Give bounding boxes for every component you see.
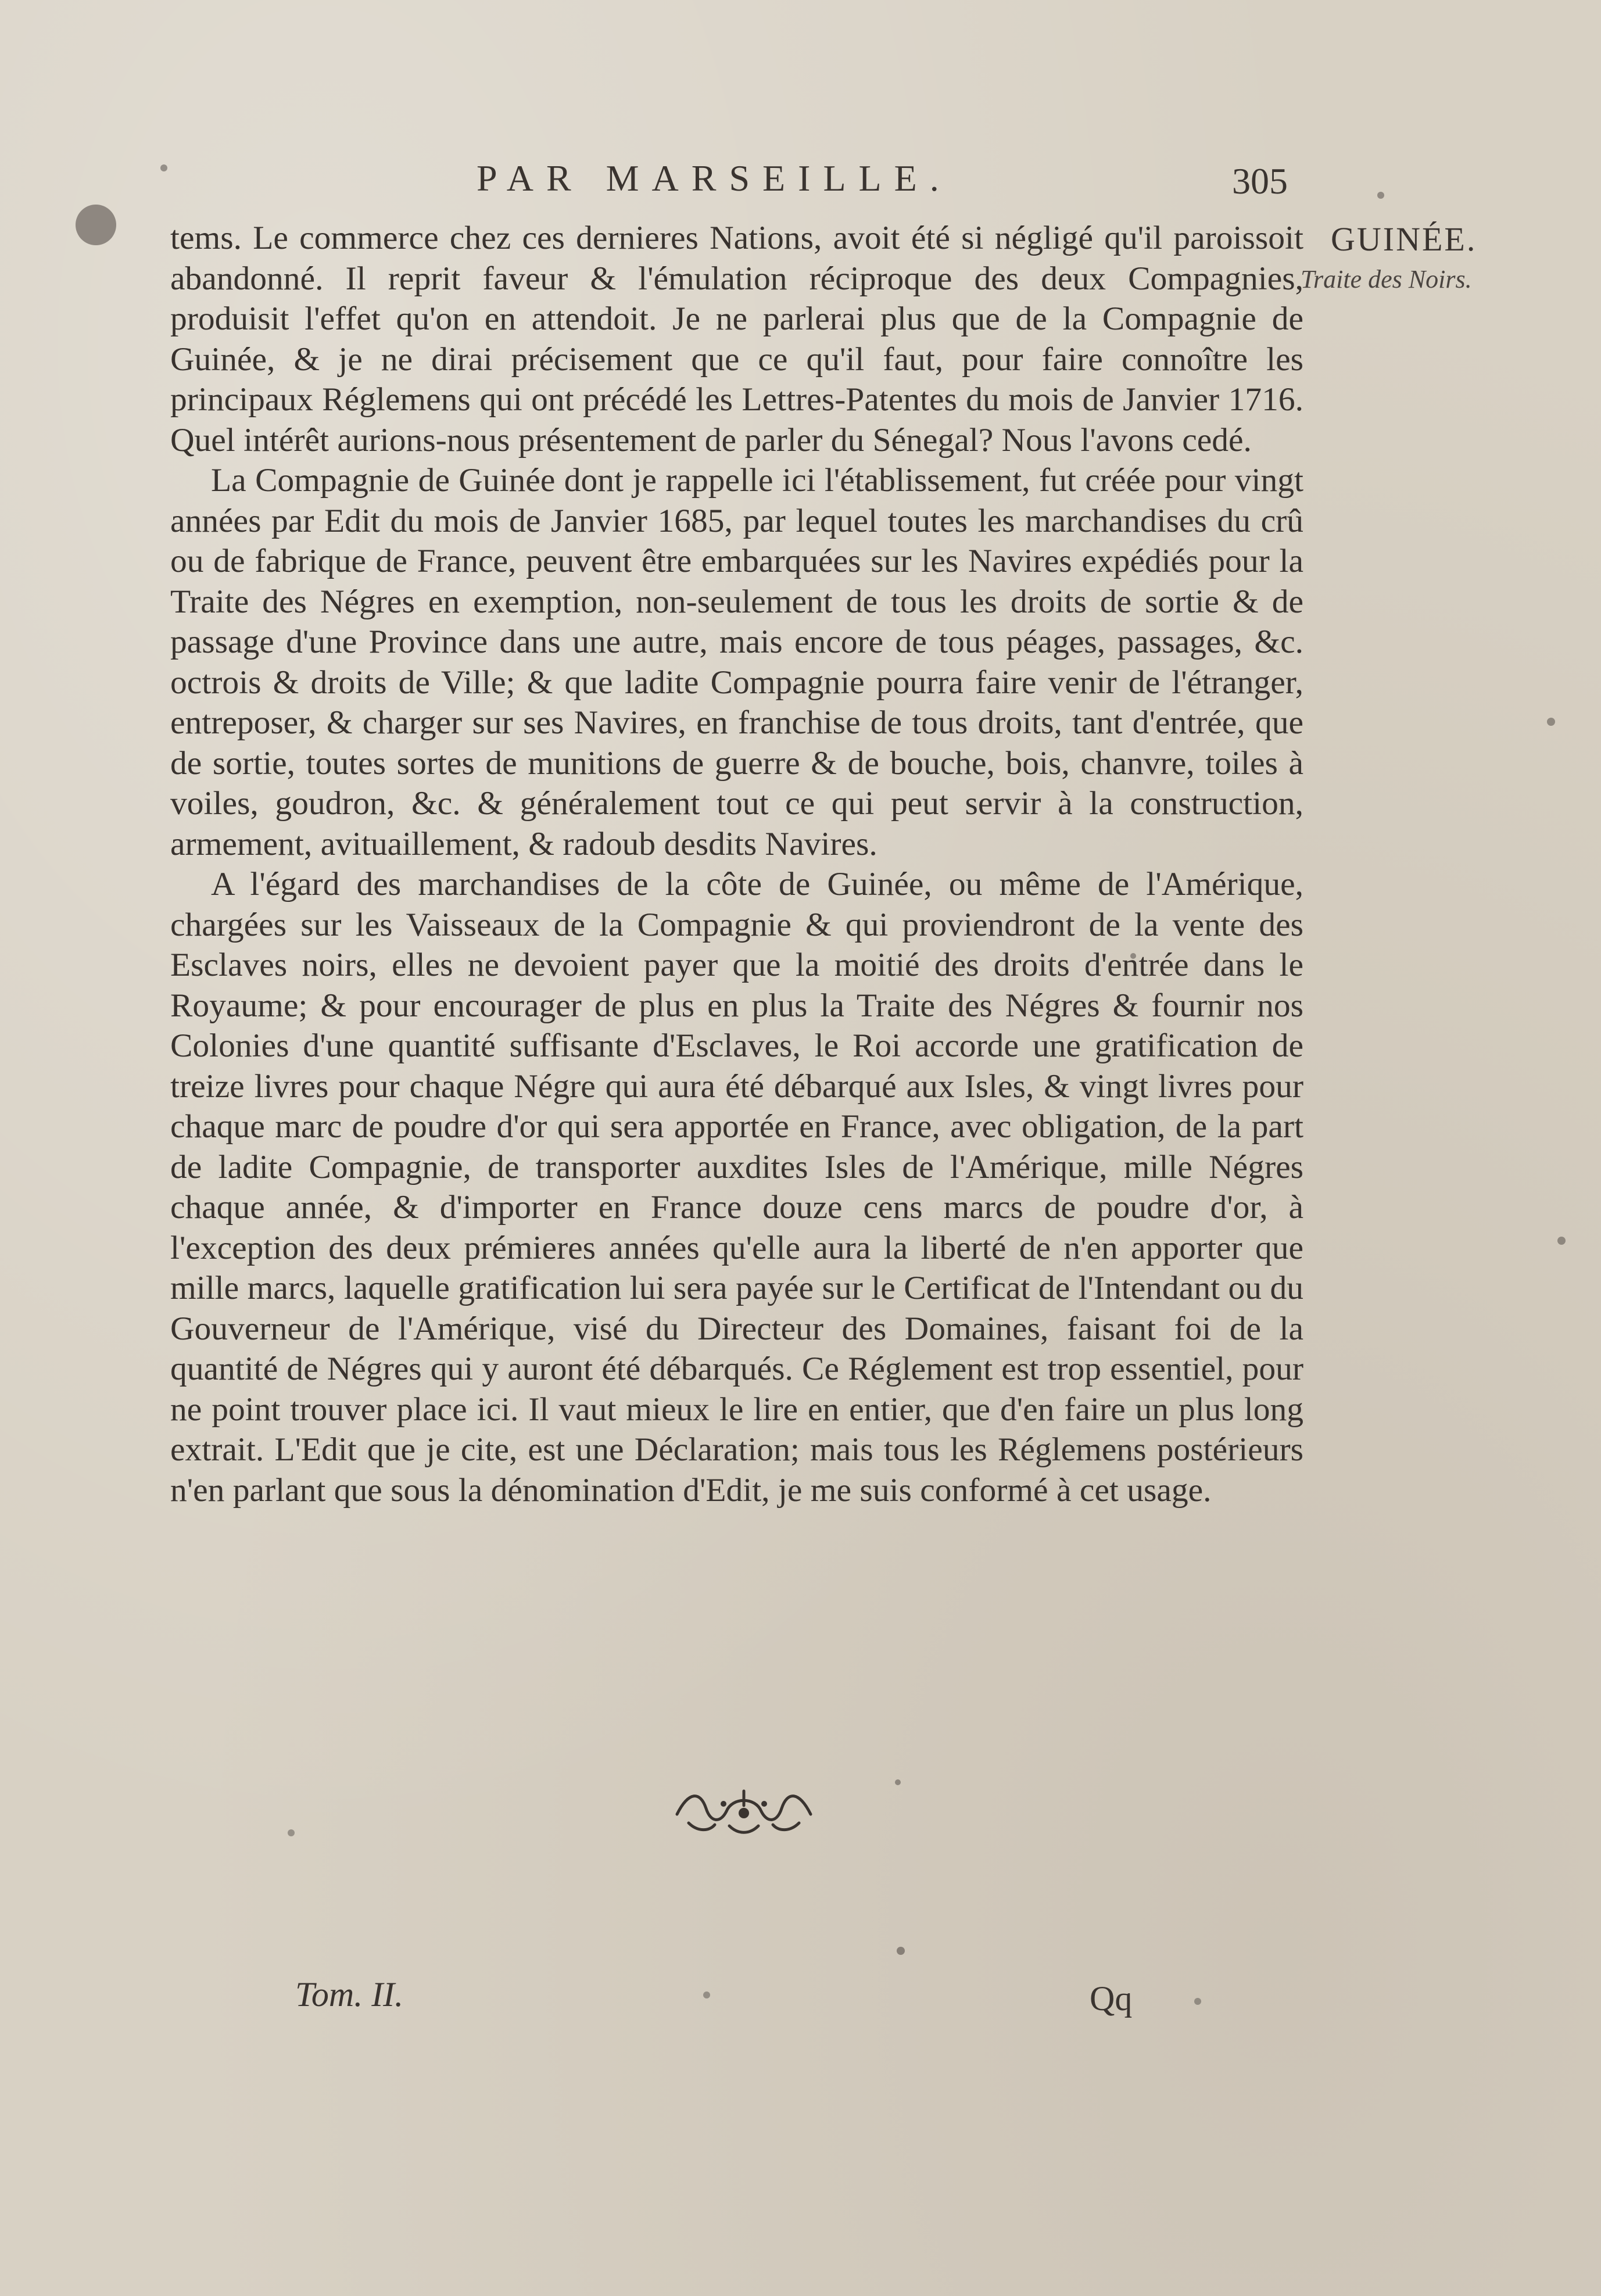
body-text	[170, 218, 1303, 1510]
ink-speck	[1377, 192, 1384, 199]
signature-mark: Qq	[1090, 1979, 1133, 2018]
paragraph: La Compagnie de Guinée dont je rappelle ici l'établissement, fut créée pour vingt années par Edit du mois de Janvier 1685, par lequel toutes les marchandises du crû ou de fabrique de France, peuvent être embarquées sur les Navires expédiés pour la Traite des Négres en exemption, non-seulement de tous les droits de sortie & de passage d'une Province dans une autre, mais encore de tous péages, passages, &c. octrois & droits de Ville; & que ladite Compagnie pourra faire venir de l'étranger, entreposer, & charger sur ses Navires, en franchise de tous droits, tant d'entrée, que de sortie, toutes sortes de munitions de guerre & de bouche, bois, chanvre, toiles à voiles, goudron, &c. & généralement tout ce qui peut servir à la construction, armement, avituaillement, & radoub desdits Navires.	[170, 462, 1303, 862]
margin-note-subtitle: Traite des Noirs.	[1301, 265, 1472, 293]
ink-speck	[160, 164, 167, 171]
paragraph: A l'égard des marchandises de la côte de Guinée, ou même de l'Amérique, chargées sur les Vaisseaux de la Compagnie & qui proviendront de la vente des Esclaves noirs, elles ne devoient payer que la moitié des droits d'entrée dans le Royaume; & pour encourager de plus en plus la Traite des Négres & fournir nos Colonies d'une quantité suffisante d'Esclaves, le Roi accorde une gratification de treize livres pour chaque Négre qui aura été débarqué aux Isles, & vingt livres pour chaque marc de poudre d'or qui sera apportée en France, avec obligation, de la part de ladite Compagnie, de transporter auxdites Isles de l'Amérique, mille Négres chaque année, & d'importer en France douze cens marcs de poudre d'or, à l'exception des deux prémieres années qu'elle aura la liberté de n'en apporter que mille marcs, laquelle gratification lui sera payée sur le Certificat de l'Intendant ou du Gouverneur de l'Amérique, visé du Directeur des Domaines, faisant foi de la quantité de Négres qui y auront été débarqués. Ce Réglement est trop essentiel, pour ne point trouver place ici. Il vaut mieux le lire en entier, que d'en faire un plus long extrait. L'Edit que je cite, est une Déclaration; mais tous les Réglemens postérieurs n'en parlant que sous la dénomination d'Edit, je me suis conformé à cet usage.	[170, 866, 1303, 1509]
ink-speck	[895, 1779, 901, 1785]
ink-blot	[76, 205, 116, 245]
volume-label: Tom. II.	[295, 1975, 404, 2014]
ink-speck	[1194, 1998, 1201, 2005]
page-number: 305	[1232, 160, 1288, 202]
ink-speck	[1547, 718, 1555, 726]
margin-note-title: GUINÉE.	[1331, 220, 1477, 258]
running-title: PAR MARSEILLE.	[477, 157, 952, 199]
paragraph: tems. Le commerce chez ces dernieres Nations, avoit été si négligé qu'il paroissoit abandonné. Il reprit faveur & l'émulation réciproque des deux Compagnies, produisit l'effet qu'on en attendoit. Je ne parlerai plus que de la Compagnie de Guinée, & je ne dirai précisement que ce qu'il faut, pour faire connoître les principaux Réglemens qui ont précédé les Lettres-Patentes du mois de Janvier 1716. Quel intérêt aurions-nous présentement de parler du Sénegal? Nous l'avons cedé.	[170, 220, 1303, 459]
ink-speck	[703, 1991, 710, 1998]
ink-speck	[897, 1947, 905, 1955]
ornament-icon	[665, 1779, 822, 1843]
ink-speck	[288, 1829, 295, 1836]
ink-speck	[1557, 1237, 1566, 1245]
